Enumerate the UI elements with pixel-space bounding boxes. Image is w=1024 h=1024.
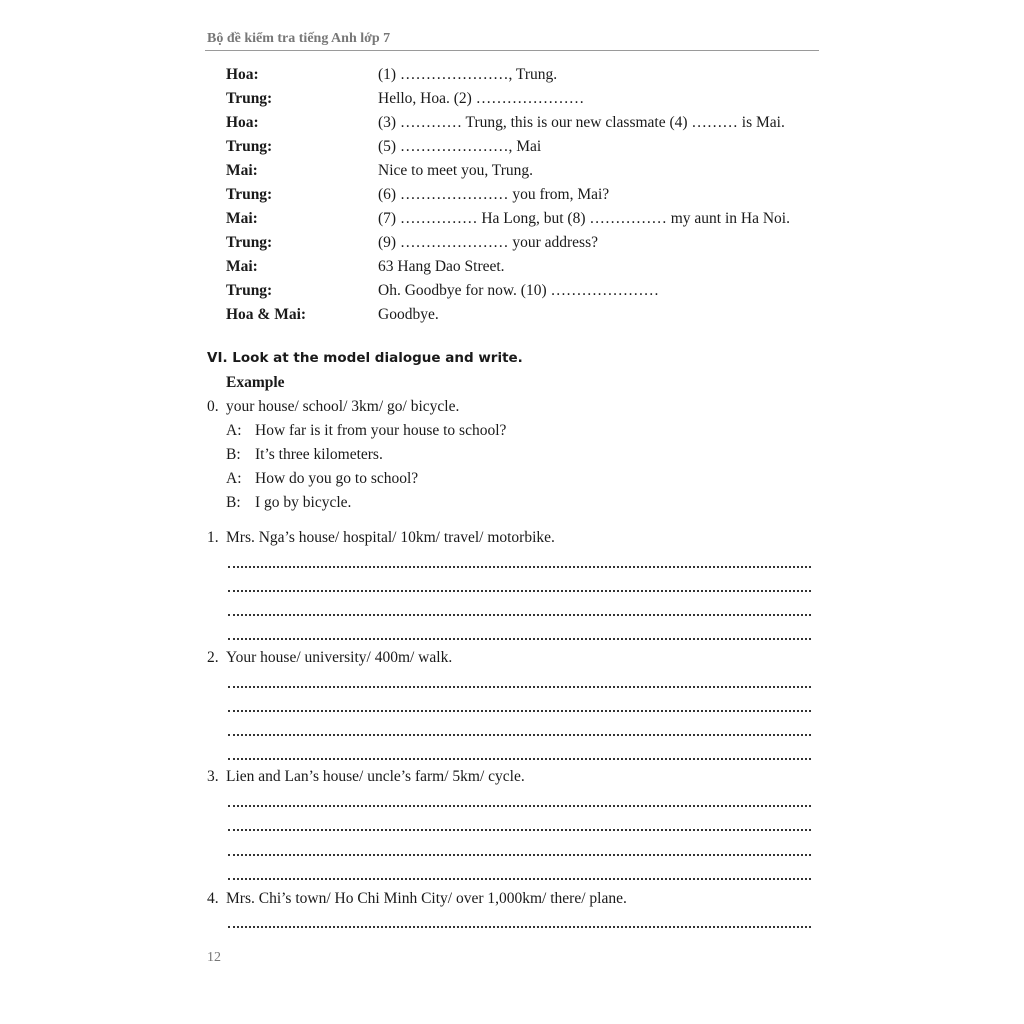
answer-line[interactable] <box>228 734 811 736</box>
speaker-name: Mai: <box>226 258 258 275</box>
dialogue-row <box>0 162 1024 186</box>
speaker-letter: A: <box>226 422 242 439</box>
dialogue-row <box>0 234 1024 258</box>
dialogue-row <box>0 282 1024 306</box>
speaker-name: Hoa: <box>226 114 259 131</box>
prompt-text: Your house/ university/ 400m/ walk. <box>226 649 453 666</box>
item-number: 1. <box>207 529 219 546</box>
speaker-name: Trung: <box>226 90 273 107</box>
dialogue-line: (6) ………………… you from, Mai? <box>378 186 610 203</box>
example-prompt <box>207 398 459 416</box>
speaker-name: Mai: <box>226 210 258 227</box>
item-number: 3. <box>207 768 219 785</box>
answer-line[interactable] <box>228 926 811 928</box>
dialogue-row <box>0 306 1024 330</box>
answer-line[interactable] <box>228 829 811 831</box>
answer-line[interactable] <box>228 590 811 592</box>
speaker-name: Hoa: <box>226 66 259 83</box>
example-label: Example <box>226 374 285 391</box>
example-line <box>226 470 418 488</box>
speaker-name: Trung: <box>226 138 273 155</box>
answer-line[interactable] <box>228 614 811 616</box>
dialogue-line: (3) ………… Trung, this is our new classmate (4) ……… is Mai. <box>378 114 785 131</box>
speaker-name: Trung: <box>226 186 273 203</box>
speaker-letter: B: <box>226 494 241 511</box>
dialogue-row <box>0 138 1024 162</box>
answer-line[interactable] <box>228 686 811 688</box>
task-prompt <box>207 890 627 908</box>
example-line <box>226 446 383 464</box>
task-prompt <box>207 649 452 667</box>
prompt-text: your house/ school/ 3km/ go/ bicycle. <box>226 398 460 415</box>
example-text: It’s three kilometers. <box>255 446 383 463</box>
dialogue-line: Nice to meet you, Trung. <box>378 162 533 179</box>
dialogue-line: 63 Hang Dao Street. <box>378 258 505 275</box>
task-prompt <box>207 768 525 786</box>
task-prompt <box>207 529 555 547</box>
speaker-name: Mai: <box>226 162 258 179</box>
prompt-text: Mrs. Chi’s town/ Ho Chi Minh City/ over 1,000km/ there/ plane. <box>226 890 627 907</box>
item-number: 4. <box>207 890 219 907</box>
answer-line[interactable] <box>228 566 811 568</box>
answer-line[interactable] <box>228 758 811 760</box>
speaker-name: Hoa & Mai: <box>226 306 307 323</box>
item-number: 2. <box>207 649 219 666</box>
dialogue-row <box>0 210 1024 234</box>
dialogue-line: (5) …………………, Mai <box>378 138 542 155</box>
prompt-text: Mrs. Nga’s house/ hospital/ 10km/ travel/ motorbike. <box>226 529 555 546</box>
item-number: 0. <box>207 398 219 415</box>
dialogue-line: Goodbye. <box>378 306 439 323</box>
speaker-name: Trung: <box>226 234 273 251</box>
example-line <box>226 494 351 512</box>
running-header: Bộ đề kiểm tra tiếng Anh lớp 7 <box>207 31 391 46</box>
example-text: How far is it from your house to school? <box>255 422 507 439</box>
prompt-text: Lien and Lan’s house/ uncle’s farm/ 5km/ cycle. <box>226 768 525 785</box>
section-heading: VI. Look at the model dialogue and write. <box>207 350 523 366</box>
page-number: 12 <box>207 950 221 965</box>
dialogue-row <box>0 186 1024 210</box>
speaker-name: Trung: <box>226 282 273 299</box>
example-text: I go by bicycle. <box>255 494 352 511</box>
example-text: How do you go to school? <box>255 470 419 487</box>
example-line <box>226 422 506 440</box>
speaker-letter: A: <box>226 470 242 487</box>
dialogue-row <box>0 90 1024 114</box>
speaker-letter: B: <box>226 446 241 463</box>
dialogue-row <box>0 258 1024 282</box>
answer-line[interactable] <box>228 878 811 880</box>
dialogue-line: Hello, Hoa. (2) ………………… <box>378 90 585 107</box>
answer-line[interactable] <box>228 854 811 856</box>
answer-line[interactable] <box>228 710 811 712</box>
dialogue-line: (1) …………………, Trung. <box>378 66 558 83</box>
dialogue-line: Oh. Goodbye for now. (10) ………………… <box>378 282 659 299</box>
dialogue-row <box>0 114 1024 138</box>
answer-line[interactable] <box>228 638 811 640</box>
dialogue-line: (9) ………………… your address? <box>378 234 598 251</box>
answer-line[interactable] <box>228 805 811 807</box>
dialogue-row <box>0 66 1024 90</box>
dialogue-line: (7) …………… Ha Long, but (8) …………… my aunt in Ha Noi. <box>378 210 790 227</box>
header-rule <box>205 50 819 51</box>
